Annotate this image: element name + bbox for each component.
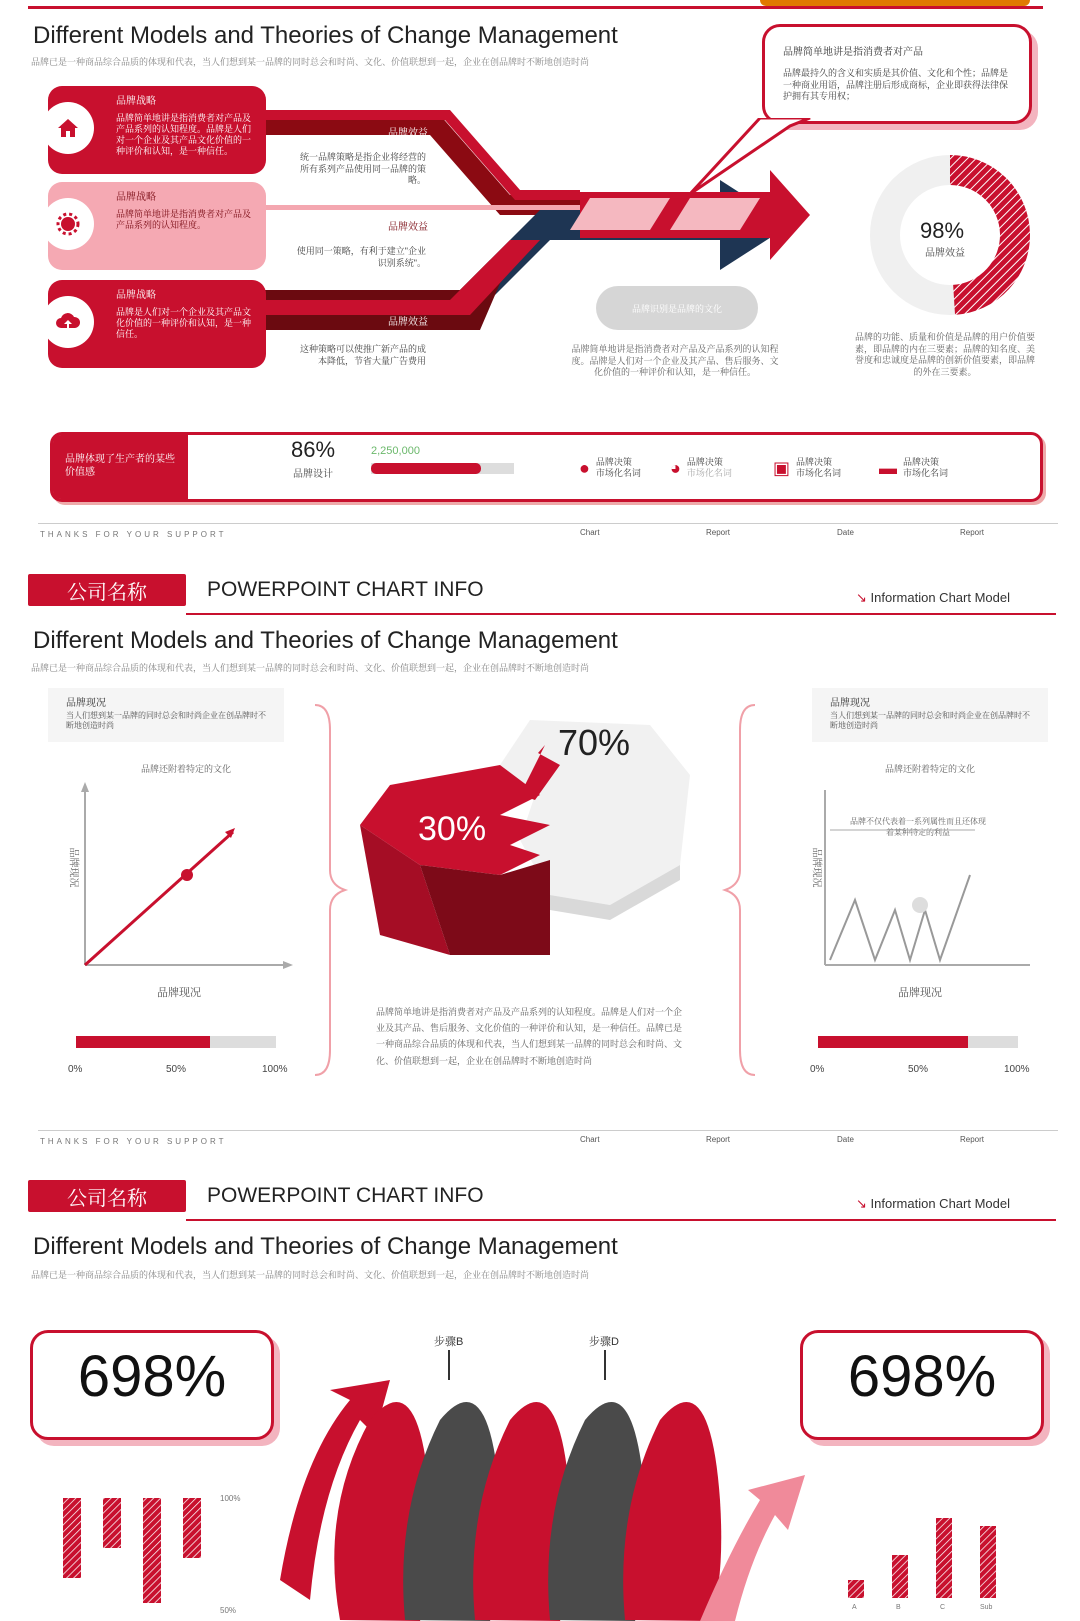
right-axis-label: B — [896, 1604, 901, 1611]
decision-item-3[interactable] — [773, 457, 841, 480]
right-bar-chart — [840, 1500, 1040, 1600]
donut-value: 98% — [920, 218, 965, 243]
strategy-row-heading: 品牌战略 — [116, 192, 156, 203]
footer-label: Date — [837, 528, 854, 537]
left-bar — [183, 1498, 201, 1558]
step-d-pin — [604, 1350, 606, 1380]
strategy-row-1 — [48, 86, 266, 174]
right-axis-label: C — [940, 1604, 946, 1611]
stat-count: 2,250,000 — [371, 445, 420, 457]
quote-bubble — [762, 24, 1032, 124]
band-label-1: 品牌效益 — [388, 128, 428, 139]
stat-progress-fill — [371, 463, 481, 474]
center-description: 品牌简单地讲是指消费者对产品及产品系列的认知程度。品牌是人们对一个企业及其产品、售后服务、文化价值的一种评价和认知，是一种信任。 — [571, 344, 779, 378]
footer-label: Report — [960, 1135, 985, 1144]
left-x-label: 品牌现况 — [157, 987, 201, 999]
company-badge: 公司名称 — [28, 574, 186, 606]
folder-icon: ▬ — [879, 458, 897, 478]
right-caption: 品牌还附着特定的文化 — [884, 764, 975, 774]
top-accent — [760, 0, 1030, 6]
left-bar — [103, 1498, 121, 1548]
right-tick: 50% — [908, 1064, 929, 1075]
left-bar — [143, 1498, 161, 1603]
stat-percent: 86% — [291, 437, 336, 462]
strategy-row-text: 品牌简单地讲是指消费者对产品及产品系列的认知程度。 — [116, 208, 252, 230]
stat-panel-label: 品牌体现了生产者的某些价值感 — [53, 435, 188, 499]
center-paragraph: 品牌简单地讲是指消费者对产品及产品系列的认知程度。品牌是人们对一个企业及其产品、售后服务、文化价值的一种评价和认知，是一种信任。品牌已是一种商品综合品质的体现和代表，当人们想到某一品牌的同时总会和时尚、文化、价值联想到一起，企业在创品牌时不断地创造时尚 — [376, 1007, 683, 1066]
big-share-value: 70% — [558, 722, 631, 763]
right-y-label: 品牌现况 — [810, 847, 822, 888]
strategy-row-heading: 品牌战略 — [116, 96, 156, 107]
header-rule — [186, 613, 1056, 615]
section3-subtitle: 品牌已是一种商品综合品质的体现和代表，当人们想到某一品牌的同时总会和时尚、文化、价值联想到一起，企业在创品牌时不断地创造时尚 — [31, 1270, 590, 1280]
right-info-card — [812, 688, 1048, 742]
right-value-bubble — [800, 1330, 1044, 1440]
left-value: 698% — [77, 1344, 227, 1409]
brand-culture-pill: 品牌识别是品牌的文化 — [596, 286, 758, 330]
band-label-2: 品牌效益 — [388, 222, 428, 233]
footer-thanks: THANKS FOR YOUR SUPPORT — [40, 1137, 227, 1146]
strategy-row-heading: 品牌战略 — [116, 290, 156, 301]
step-d-label: 步骤D — [589, 1336, 619, 1348]
decision-item-sub: 市场化名词 — [686, 468, 732, 479]
left-info-text: 当人们想到某一品牌的同时总会和时尚企业在创品牌时不断地创造时尚 — [66, 711, 266, 731]
globe-icon: ● — [579, 458, 590, 478]
decision-item-2[interactable] — [670, 457, 732, 480]
section1-title: Different Models and Theories of Change Management — [33, 22, 618, 49]
band-text-2: 使用同一策略，有利于建立"企业识别系统"。 — [296, 246, 426, 268]
left-line-chart — [55, 780, 295, 980]
footer-label: Chart — [580, 1135, 600, 1144]
band-text-3: 这种策略可以使推广新产品的成本降低，节省大量广告费用 — [299, 344, 426, 366]
cloud-upload-icon — [42, 296, 94, 348]
right-bar — [892, 1555, 908, 1598]
decision-item-sub: 市场化名词 — [595, 468, 641, 479]
left-tick: 0% — [68, 1064, 83, 1075]
bus-icon: ▣ — [773, 458, 791, 478]
home-icon — [42, 102, 94, 154]
right-brace — [720, 700, 760, 1080]
right-bar — [936, 1518, 952, 1598]
footer-rule — [38, 523, 1058, 524]
strategy-row-text: 品牌是人们对一个企业及其产品文化价值的一种评价和认知，是一种信任。 — [116, 306, 252, 339]
gear-icon — [42, 198, 94, 250]
right-progress-fill — [818, 1036, 968, 1048]
left-info-heading: 品牌现况 — [66, 698, 106, 709]
left-progress-fill — [76, 1036, 210, 1048]
right-x-label: 品牌现况 — [898, 987, 942, 999]
quote-bubble-text: 品牌最持久的含义和实质是其价值、文化和个性；品牌是一种商业用语，品牌注册后形成商标，企业即获得法律保护拥有其专用权； — [783, 68, 1009, 102]
left-tick: 50% — [166, 1064, 187, 1075]
chat-icon: ◕ — [670, 458, 681, 478]
arrow-down-right-icon: ↘ — [856, 1196, 867, 1211]
header-title: POWERPOINT CHART INFO — [207, 1184, 484, 1207]
footer-label: Report — [960, 528, 985, 537]
section2-title: Different Models and Theories of Change Management — [33, 627, 618, 654]
strategy-row-3 — [48, 280, 266, 368]
footer-rule — [38, 1130, 1058, 1131]
bubble-pointer — [690, 118, 840, 198]
left-info-card — [48, 688, 284, 742]
left-tick: 100% — [262, 1064, 288, 1075]
header-title: POWERPOINT CHART INFO — [207, 578, 484, 601]
header-right-text: Information Chart Model — [870, 590, 1010, 605]
right-tick: 100% — [1004, 1064, 1030, 1075]
header-rule — [186, 1219, 1056, 1221]
left-axis-bottom: 50% — [220, 1606, 237, 1615]
decision-item-1[interactable] — [579, 457, 641, 480]
stat-progress-track — [371, 463, 514, 474]
top-rule — [28, 6, 1043, 9]
header-right-text: Information Chart Model — [870, 1196, 1010, 1211]
step-b-pin — [448, 1350, 450, 1380]
left-y-label: 品牌现况 — [67, 847, 79, 888]
band-text-1: 统一品牌策略是指企业将经营的所有系列产品使用同一品牌的策略。 — [299, 152, 426, 186]
small-share-value: 30% — [418, 810, 487, 848]
left-axis-top: 100% — [220, 1494, 241, 1503]
footer-thanks: THANKS FOR YOUR SUPPORT — [40, 530, 227, 539]
footer-label: Report — [706, 528, 731, 537]
right-axis-label: A — [852, 1604, 857, 1611]
step-b-label: 步骤B — [434, 1336, 464, 1348]
stat-percent-label: 品牌设计 — [293, 469, 333, 480]
split-shape-graphic — [360, 705, 690, 975]
right-zigzag-chart — [800, 780, 1040, 980]
decision-item-title: 品牌决策 — [903, 457, 940, 467]
section2-subtitle: 品牌已是一种商品综合品质的体现和代表，当人们想到某一品牌的同时总会和时尚、文化、价值联想到一起，企业在创品牌时不断地创造时尚 — [31, 663, 590, 673]
strategy-row-text: 品牌简单地讲是指消费者对产品及产品系列的认知程度。品牌是人们对一个企业及其产品文化价值的一种评价和认知，是一种信任。 — [116, 112, 252, 157]
left-value-bubble — [30, 1330, 274, 1440]
right-bar — [980, 1526, 996, 1598]
right-axis-label: Sub — [980, 1604, 993, 1611]
right-bar — [848, 1580, 864, 1598]
right-value: 698% — [847, 1344, 997, 1409]
right-info-heading: 品牌现况 — [830, 698, 870, 709]
stat-panel — [50, 432, 1043, 502]
footer-label: Chart — [580, 528, 600, 537]
section3-title: Different Models and Theories of Change Management — [33, 1233, 618, 1260]
left-bar — [63, 1498, 81, 1578]
company-badge: 公司名称 — [28, 1180, 186, 1212]
section1-subtitle: 品牌已是一种商品综合品质的体现和代表，当人们想到某一品牌的同时总会和时尚、文化、价值联想到一起，企业在创品牌时不断地创造时尚 — [31, 57, 590, 67]
decision-item-sub: 市场化名词 — [796, 468, 842, 479]
decision-item-sub: 市场化名词 — [903, 468, 949, 479]
footer-label: Report — [706, 1135, 731, 1144]
left-caption: 品牌还附着特定的文化 — [140, 764, 231, 774]
left-brace — [310, 700, 350, 1080]
header-right-label — [856, 1196, 1010, 1212]
donut-label: 品牌效益 — [925, 248, 965, 259]
decision-item-4[interactable] — [879, 457, 948, 480]
strategy-row-2 — [48, 182, 266, 270]
right-note: 品牌不仅代表着一系列属性而且还体现着某种特定的利益 — [850, 817, 986, 837]
arrow-down-right-icon: ↘ — [856, 590, 867, 605]
spiral-ribbon-graphic — [260, 1380, 820, 1621]
right-info-text: 当人们想到某一品牌的同时总会和时尚企业在创品牌时不断地创造时尚 — [830, 711, 1030, 731]
header-right-label — [856, 590, 1010, 606]
footer-label: Date — [837, 1135, 854, 1144]
quote-bubble-title: 品牌简单地讲是指消费者对产品 — [783, 47, 923, 58]
right-tick: 0% — [810, 1064, 825, 1075]
decision-item-title: 品牌决策 — [686, 457, 723, 467]
decision-item-title: 品牌决策 — [796, 457, 833, 467]
decision-item-title: 品牌决策 — [595, 457, 632, 467]
donut-description: 品牌的功能、质量和价值是品牌的用户价值要素，即品牌的内在三要素；品牌的知名度、美誉度和忠诚度是品牌的创新价值要素，即品牌的外在三要素。 — [854, 332, 1035, 378]
band-label-3: 品牌效益 — [388, 317, 428, 328]
